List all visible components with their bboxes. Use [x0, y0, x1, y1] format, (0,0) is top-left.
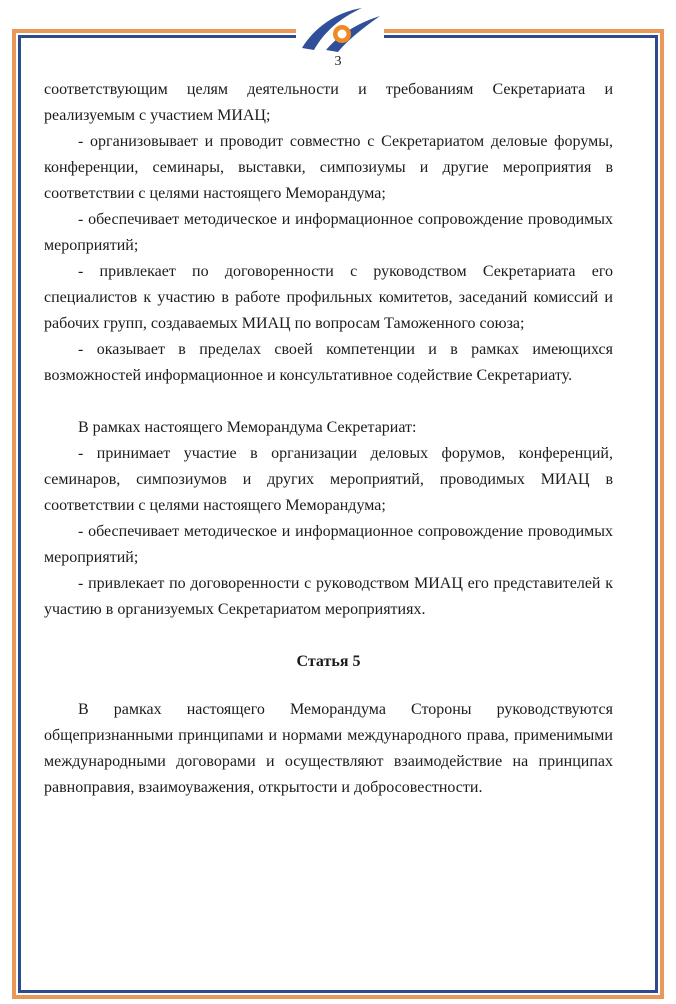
article-paragraph: В рамках настоящего Меморандума Стороны руководствуются общепризнанными принципами и нормами международного права, применимыми международными договорами и осуществляют взаимодействие на принципах равноправия, взаимоуважения, открытости и добросовестности.	[44, 701, 613, 796]
document-body	[44, 77, 613, 801]
list-item: - организовывает и проводит совместно с Секретариатом деловые форумы, конференции, семинары, выставки, симпозиумы и другие мероприятия в соответствии с целями настоящего Меморандума;	[44, 133, 613, 202]
list-item: - привлекает по договоренности с руководством Секретариата его специалистов к участию в работе профильных комитетов, заседаний комиссий и рабочих групп, создаваемых МИАЦ по вопросам Таможенного союза;	[44, 263, 613, 332]
emblem-icon	[296, 4, 384, 56]
section-intro: В рамках настоящего Меморандума Секретариат:	[78, 419, 417, 436]
page-number: 3	[334, 54, 342, 69]
list-item: - оказывает в пределах своей компетенции и в рамках имеющихся возможностей информационное и консультативное содействие Секретариату.	[44, 341, 613, 384]
list-item: - привлекает по договоренности с руководством МИАЦ его представителей к участию в организуемых Секретариатом мероприятиях.	[44, 575, 613, 618]
article-heading: Статья 5	[296, 653, 361, 670]
list-item: - обеспечивает методическое и информационное сопровождение проводимых мероприятий;	[44, 211, 613, 254]
list-item: - обеспечивает методическое и информационное сопровождение проводимых мероприятий;	[44, 523, 613, 566]
list-item: - принимает участие в организации деловых форумов, конференций, семинаров, симпозиумов и других мероприятий, проводимых МИАЦ в соответствии с целями настоящего Меморандума;	[44, 445, 613, 514]
paragraph: соответствующим целям деятельности и требованиям Секретариата и реализуемым с участием МИАЦ;	[44, 81, 613, 124]
